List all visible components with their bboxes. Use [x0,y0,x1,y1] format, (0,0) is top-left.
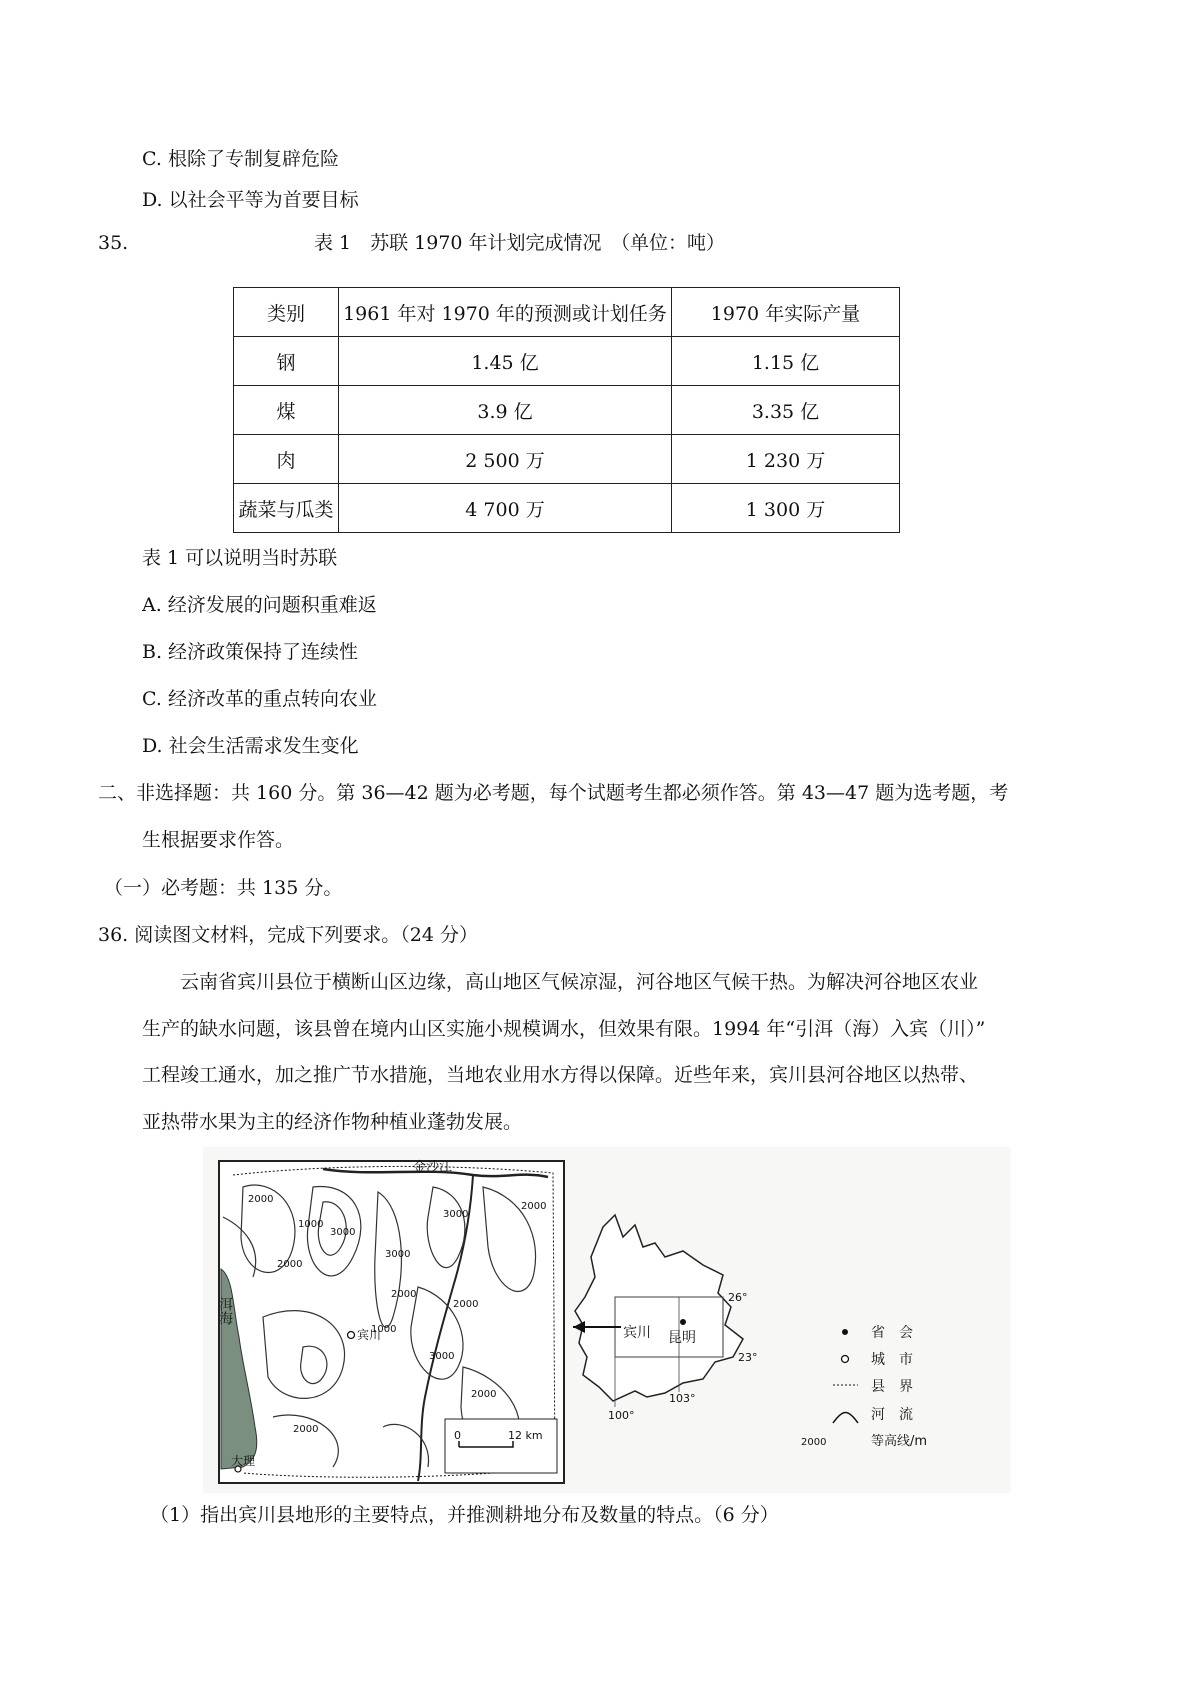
question-35-stem: 表 1 可以说明当时苏联 [142,547,338,569]
capital-legend-icon [842,1329,848,1335]
scale-start-label: 0 [454,1429,461,1442]
contour-label: 1000 [371,1324,397,1335]
lat-26-label: 26° [728,1291,748,1304]
lon-103-label: 103° [669,1392,696,1405]
legend-label: 等高线/m [871,1434,928,1449]
map-svg [203,1147,1011,1493]
material-paragraph-line: 工程竣工通水，加之推广节水措施，当地农业用水方得以保障。近些年来，宾川县河谷地区以热带、 [142,1064,979,1086]
lake-label: 洱海 [217,1297,233,1325]
contour-label: 2000 [521,1201,547,1212]
table-header-cell: 1970 年实际产量 [672,288,900,337]
material-paragraph-line: 亚热带水果为主的经济作物种植业蓬勃发展。 [142,1111,523,1133]
material-paragraph-line: 生产的缺水问题，该县曾在境内山区实施小规模调水，但效果有限。1994 年“引洱（海）入宾（川）” [142,1018,986,1040]
legend-label: 县 界 [871,1379,913,1395]
table-cell: 煤 [234,386,339,435]
contour-label: 3000 [385,1249,411,1260]
option-c: C. 经济改革的重点转向农业 [142,688,377,710]
contour-label: 2000 [453,1299,479,1310]
inset-kunming-label: 昆明 [668,1330,696,1346]
contour-legend-sample: 2000 [801,1437,827,1448]
section-2-heading: 二、非选择题：共 160 分。第 36—42 题为必考题，每个试题考生都必须作答。第 43—47 题为选考题，考 [98,782,1009,804]
contour-label: 2000 [277,1259,303,1270]
contour-label: 2000 [248,1194,274,1205]
table-row [234,435,900,484]
option-d: D. 社会生活需求发生变化 [142,735,359,757]
legend-label: 河 流 [871,1407,913,1423]
option-b: B. 经济政策保持了连续性 [142,641,359,663]
contour-label: 2000 [293,1424,319,1435]
river-label: 金沙江 [413,1160,453,1175]
scale-end-label: 12 km [508,1429,543,1442]
binchuan-town-label: 宾川 [357,1328,382,1342]
table-cell: 3.9 亿 [339,386,672,435]
contour-label: 2000 [471,1389,497,1400]
scale-box [445,1419,557,1473]
table-cell: 蔬菜与瓜类 [234,484,339,533]
question-36-sub1: （1）指出宾川县地形的主要特点，并推测耕地分布及数量的特点。（6 分） [150,1504,779,1526]
dali-town-label: 大理 [231,1454,256,1468]
legend-label: 省 会 [871,1325,913,1341]
material-paragraph-line: 云南省宾川县位于横断山区边缘，高山地区气候凉湿，河谷地区气候干热。为解决河谷地区农业 [180,971,979,993]
table-cell: 1 230 万 [672,435,900,484]
legend-label: 城 市 [871,1352,913,1368]
contour-label: 3000 [429,1351,455,1362]
section-2-heading-cont: 生根据要求作答。 [142,829,295,851]
table-cell: 3.35 亿 [672,386,900,435]
table-cell: 1.15 亿 [672,337,900,386]
binchuan-town-marker [348,1332,355,1339]
table-row [234,386,900,435]
table-cell: 肉 [234,435,339,484]
table-header-cell: 1961 年对 1970 年的预测或计划任务 [339,288,672,337]
binchuan-map-figure [203,1147,1011,1493]
table-cell: 钢 [234,337,339,386]
inset-binchuan-label: 宾川 [623,1325,651,1341]
contour-label: 3000 [330,1227,356,1238]
table-row [234,337,900,386]
lat-23-label: 23° [738,1351,758,1364]
table-caption: 表 1 苏联 1970 年计划完成情况 （单位：吨） [314,232,726,254]
option-c-prev: C. 根除了专制复辟危险 [142,148,339,170]
table-header-row [234,288,900,337]
contour-label: 2000 [391,1289,417,1300]
plan-completion-table [233,287,900,533]
table-cell: 1 300 万 [672,484,900,533]
question-35-number: 35. [98,232,129,254]
required-section-heading: （一）必考题：共 135 分。 [104,877,343,899]
option-a: A. 经济发展的问题积重难返 [142,594,377,616]
contour-label: 3000 [443,1209,469,1220]
option-d-prev: D. 以社会平等为首要目标 [142,189,359,211]
table-header-cell: 类别 [234,288,339,337]
table-cell: 2 500 万 [339,435,672,484]
kunming-capital-marker [680,1319,686,1325]
lon-100-label: 100° [608,1409,635,1422]
table-cell: 1.45 亿 [339,337,672,386]
table-row [234,484,900,533]
contour-label: 1000 [298,1219,324,1230]
table-cell: 4 700 万 [339,484,672,533]
question-36-title: 36. 阅读图文材料，完成下列要求。（24 分） [98,924,478,946]
city-legend-icon [842,1356,849,1363]
